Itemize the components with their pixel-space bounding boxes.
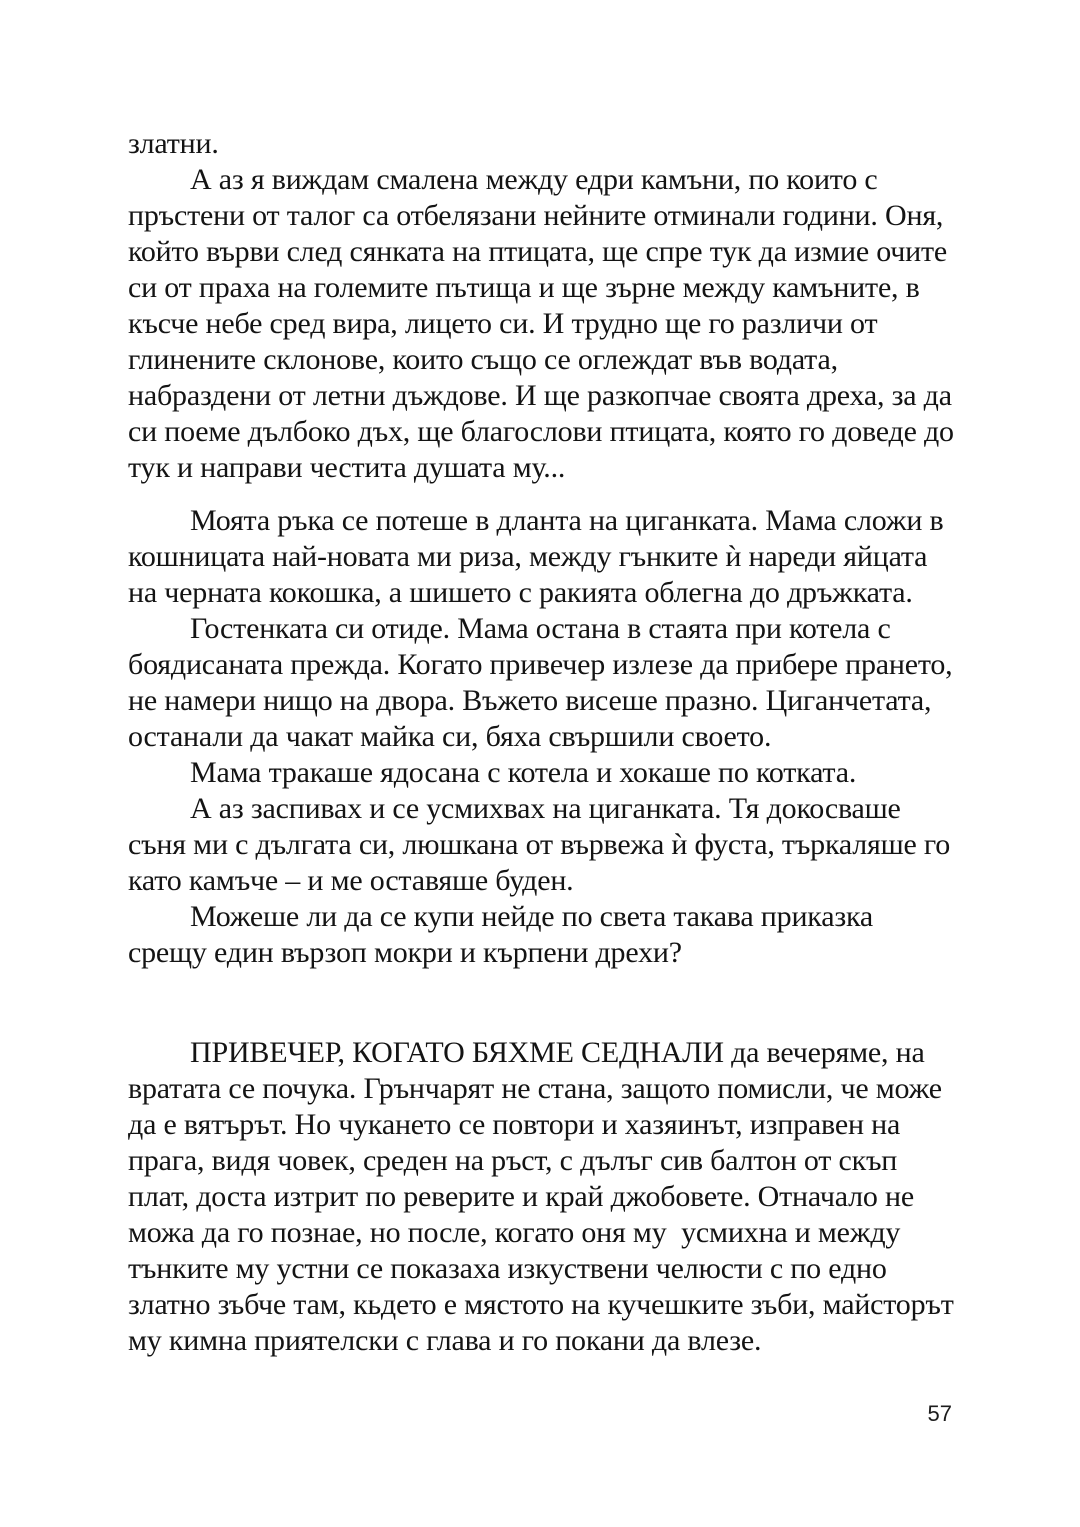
- page-text: [128, 126, 952, 1359]
- text-line: А аз я виждам смалена между едри камъни, по които с: [190, 163, 878, 196]
- text-line: плат, доста изтрит по реверите и край джобовете. Отначало не: [128, 1180, 914, 1213]
- text-line: да е вятърът. Но чукането се повтори и хазяинът, изправен на: [128, 1108, 901, 1141]
- text-line: не намери нищо на двора. Въжето висеше празно. Циганчетата,: [128, 684, 932, 717]
- paragraph: [128, 503, 952, 611]
- text-line: си от праха на големите пътища и ще зърне между камъните, в: [128, 271, 920, 304]
- paragraph: [128, 755, 952, 791]
- page-number: 57: [927, 1401, 952, 1426]
- paragraph: [128, 899, 952, 971]
- text-line: А аз заспивах и се усмихвах на циганката. Тя докосваше: [190, 792, 901, 825]
- text-line: Гостенката си отиде. Мама остана в стаята при котела с: [190, 612, 891, 645]
- text-line: прага, видя човек, среден на ръст, с дълъг сив балтон от скъп: [128, 1144, 898, 1177]
- text-line: който върви след сянката на птицата, ще спре тук да измие очите: [128, 235, 948, 268]
- text-line: на черната кокошка, а шишето с ракията облегна до дръжката.: [128, 576, 913, 609]
- text-line: срещу един вързоп мокри и кърпени дрехи?: [128, 936, 682, 969]
- text-line: Моята ръка се потеше в дланта на циганката. Мама сложи в: [190, 504, 944, 537]
- text-line: златни.: [128, 127, 219, 160]
- text-line: набраздени от летни дъждове. И ще разкопчае своята дреха, за да: [128, 379, 952, 412]
- text-line: боядисаната прежда. Когато привечер излезе да прибере прането,: [128, 648, 953, 681]
- text-line: късче небе сред вира, лицето си. И трудно ще го различи от: [128, 307, 878, 340]
- text-line: Можеше ли да се купи нейде по света такава приказка: [190, 900, 874, 933]
- paragraph: [128, 126, 952, 162]
- text-line: кошницата най-новата ми риза, между гънките ѝ нареди яйцата: [128, 540, 928, 573]
- text-line: златно зъбче там, кьдето е мястото на кучешките зъби, майсторът: [128, 1288, 954, 1321]
- paragraph: [128, 1035, 952, 1359]
- text-line: си поеме дълбоко дъх, ще благослови птицата, която го доведе до: [128, 415, 954, 448]
- text-line: като камъче – и ме оставяше буден.: [128, 864, 574, 897]
- text-line: ПРИВЕЧЕР, КОГАТО БЯХМЕ СЕДНАЛИ да вечеряме, на: [190, 1036, 925, 1069]
- paragraph: [128, 162, 952, 486]
- paragraph: [128, 791, 952, 899]
- paragraph: [128, 611, 952, 755]
- text-line: вратата се почука. Грънчарят не стана, защото помисли, че може: [128, 1072, 942, 1105]
- text-line: глинените склонове, които също се оглеждат във водата,: [128, 343, 838, 376]
- text-line: тук и направи честита душата му...: [128, 451, 566, 484]
- text-line: можа да го познае, но после, когато оня му усмихна и между: [128, 1216, 901, 1249]
- text-line: останали да чакат майка си, бяха свършили своето.: [128, 720, 772, 753]
- text-line: съня ми с дългата си, люшкана от вървежа ѝ фуста, търкаляше го: [128, 828, 951, 861]
- text-line: пръстени от талог са отбелязани нейните отминали години. Оня,: [128, 199, 944, 232]
- text-line: му кимна приятелски с глава и го покани да влезе.: [128, 1324, 762, 1357]
- text-line: Мама тракаше ядосана с котела и хокаше по котката.: [190, 756, 857, 789]
- text-line: тънките му устни се показаха изкуствени челюсти с по едно: [128, 1252, 887, 1285]
